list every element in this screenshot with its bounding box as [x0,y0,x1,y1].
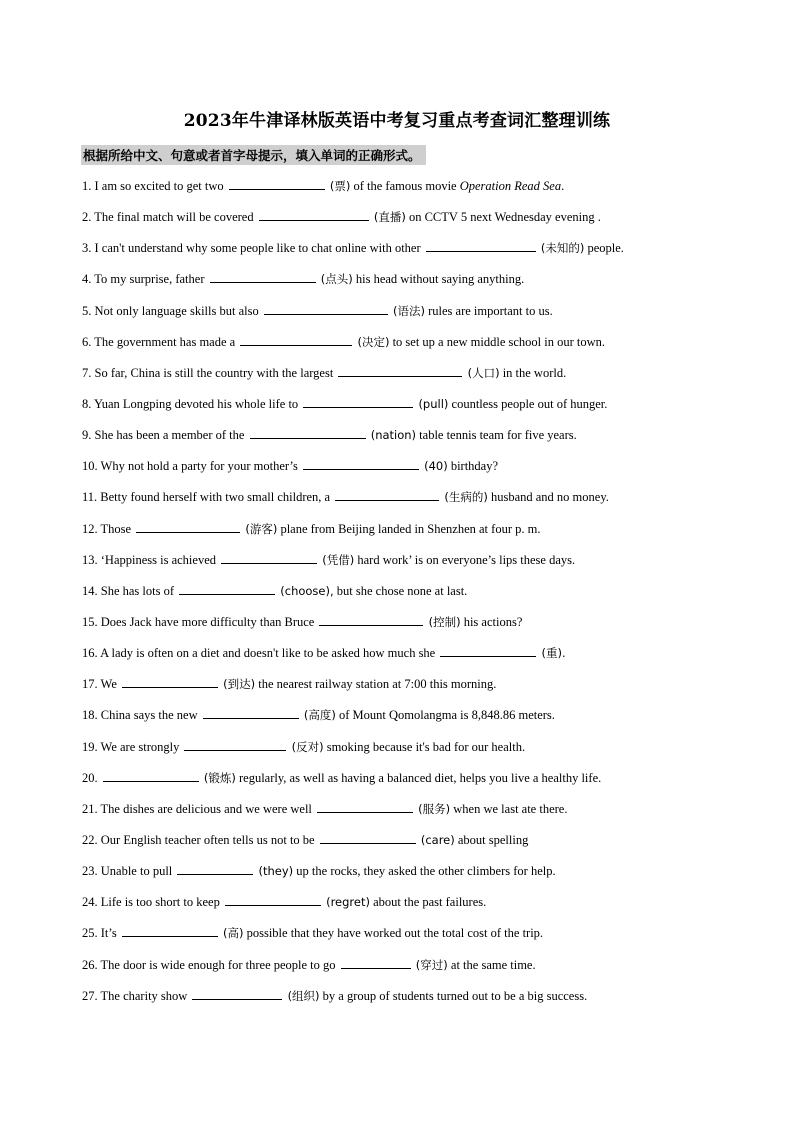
question-text-before: Does Jack have more difficulty than Bruce [100,614,315,629]
answer-blank[interactable] [338,363,462,377]
question-item [82,550,742,581]
question-text-after: possible that they have worked out the total cost of the trip. [246,926,544,941]
question-hint: (care) [420,832,455,847]
question-hint: (they) [258,864,294,879]
question-number: 27. [82,988,98,1003]
question-number: 23. [82,864,98,879]
question-text-after: the nearest railway station at 7:00 this morning. [258,677,497,692]
question-text-after: of Mount Qomolangma is 8,848.86 meters. [338,708,555,723]
question-text-before: Why not hold a party for your mother’s [100,459,298,474]
answer-blank[interactable] [240,332,352,346]
question-number: 18. [82,708,98,723]
question-hint: (高) [222,926,244,941]
answer-blank[interactable] [229,176,325,190]
question-item [82,612,742,643]
question-text-after: his head without saying anything. [355,272,525,287]
question-item [82,456,742,487]
question-number: 3. [82,241,92,256]
answer-blank[interactable] [203,705,299,719]
question-hint: (到达) [223,677,256,692]
question-text-before: Life is too short to keep [100,895,220,910]
answer-blank[interactable] [341,955,411,969]
question-text-after: by a group of students turned out to be a big success. [322,988,588,1003]
question-text-after: about the past failures. [373,895,487,910]
question-text-before: I am so excited to get two [94,179,224,193]
question-text-after: in the world. [502,365,567,380]
question-number: 9. [82,428,92,443]
question-text-after: smoking because it's bad for our health. [326,739,526,754]
question-item [82,269,742,300]
question-number: 19. [82,739,98,754]
question-text-before: ‘Happiness is achieved [100,552,216,567]
question-number: 13. [82,552,98,567]
answer-blank[interactable] [259,207,369,221]
answer-blank[interactable] [210,269,316,283]
question-hint: (直播) [373,210,406,225]
question-item [82,705,742,736]
question-hint: (高度) [303,708,336,723]
question-text-before: The final match will be covered [94,210,254,225]
question-text-before: We are strongly [100,739,180,754]
question-text-after: to set up a new middle school in our town. [392,334,606,349]
question-number: 2. [82,210,92,225]
question-hint: (组织) [287,988,320,1003]
question-item [82,332,742,363]
question-hint: (regret) [326,895,370,910]
answer-blank[interactable] [319,612,423,626]
question-hint: (语法) [392,303,425,318]
question-text-after: on CCTV 5 next Wednesday evening . [408,210,601,225]
question-number: 15. [82,614,98,629]
answer-blank[interactable] [303,456,419,470]
answer-blank[interactable] [103,768,199,782]
question-number: 16. [82,646,98,661]
question-item [82,830,742,861]
question-text-after: rules are important to us. [428,303,553,318]
question-hint: (点头) [320,272,353,287]
question-text-before: So far, China is still the country with the largest [94,365,334,380]
question-hint: (凭借) [322,552,355,567]
question-text-before: The charity show [100,988,188,1003]
question-hint: (重). [541,646,566,661]
question-hint: (游客) [245,521,278,536]
answer-blank[interactable] [320,830,416,844]
question-text-before: We [100,677,117,692]
question-text-after: but she chose none at last. [336,583,468,598]
question-tail: . [561,179,565,193]
question-number: 24. [82,895,98,910]
question-text-before: She has lots of [100,583,175,598]
question-hint: (锻炼) [203,770,236,785]
question-number: 26. [82,957,98,972]
question-item [82,425,742,456]
question-item [82,301,742,332]
question-text-after: birthday? [450,459,499,474]
question-text-after: about spelling [457,832,529,847]
question-item [82,892,742,923]
question-text-after: at the same time. [450,957,536,972]
question-text-after: husband and no money. [490,490,609,505]
question-item [82,861,742,892]
question-text-before: Those [100,521,132,536]
question-text-before: Betty found herself with two small children, a [100,490,331,505]
question-hint: (票) [329,179,351,193]
answer-blank[interactable] [122,674,218,688]
question-item [82,955,742,986]
question-hint: (未知的) [540,241,585,256]
answer-blank[interactable] [317,799,413,813]
question-item [82,986,742,1017]
question-item [82,768,742,799]
answer-blank[interactable] [179,581,275,595]
question-text-before: Not only language skills but also [94,303,259,318]
question-text-before: The door is wide enough for three people to go [100,957,336,972]
question-text-after: people. [587,241,624,256]
question-text-before: Our English teacher often tells us not to be [100,832,315,847]
question-hint: (nation) [370,428,417,443]
answer-blank[interactable] [122,923,218,937]
question-item [82,519,742,550]
question-text-before: Yuan Longping devoted his whole life to [94,396,299,411]
question-item [82,487,742,518]
question-number: 10. [82,459,98,474]
question-hint: (反对) [291,739,324,754]
question-item [82,176,742,207]
question-item [82,363,742,394]
question-hint: (决定) [357,334,390,349]
question-text-after: when we last ate there. [453,801,568,816]
answer-blank[interactable] [184,737,286,751]
question-list [82,176,742,1017]
question-text-before: The government has made a [94,334,236,349]
question-text-before: A lady is often on a diet and doesn't like to be asked how much she [100,646,436,661]
question-item [82,923,742,954]
question-text-after: countless people out of hunger. [451,396,608,411]
question-text-after: up the rocks, they asked the other climbers for help. [296,864,556,879]
answer-blank[interactable] [250,425,366,439]
question-number: 6. [82,334,92,349]
question-hint: (40) [424,459,448,474]
answer-blank[interactable] [440,643,536,657]
question-hint: (生病的) [444,490,488,505]
question-text-before: She has been a member of the [94,428,245,443]
question-text-before: I can't understand why some people like to chat online with other [94,241,421,256]
question-number: 11. [82,490,98,505]
question-text-before: It’s [100,926,117,941]
question-text-before: Unable to pull [100,864,173,879]
question-hint: (人口) [467,365,500,380]
question-text-after: regularly, as well as having a balanced diet, helps you live a healthy life. [238,770,602,785]
question-text-after: table tennis team for five years. [419,428,577,443]
question-item [82,394,742,425]
answer-blank[interactable] [225,892,321,906]
question-text-after: plane from Beijing landed in Shenzhen at four p. m. [280,521,541,536]
question-number: 22. [82,832,98,847]
question-text-before: The dishes are delicious and we were well [100,801,312,816]
question-text-before: China says the new [100,708,198,723]
answer-blank[interactable] [303,394,413,408]
question-number: 7. [82,365,92,380]
question-hint: (服务) [418,801,451,816]
question-number: 1. [82,179,92,193]
question-hint: (choose), [280,583,334,598]
question-number: 20. [82,770,98,785]
question-item [82,643,742,674]
question-item [82,737,742,768]
question-number: 4. [82,272,92,287]
question-item [82,207,742,238]
answer-blank[interactable] [335,487,439,501]
question-text-after: hard work’ is on everyone’s lips these days. [357,552,576,567]
question-text-before: To my surprise, father [94,272,205,287]
question-item [82,238,742,269]
question-item [82,674,742,705]
page-title: 2023年牛津译林版英语中考复习重点考查词汇整理训练 [183,111,611,131]
question-number: 25. [82,926,98,941]
question-number: 14. [82,583,98,598]
movie-title: Operation Read Sea [459,179,562,193]
question-number: 5. [82,303,92,318]
question-number: 12. [82,521,98,536]
question-text-after: of the famous movie [353,179,457,193]
question-item [82,799,742,830]
answer-blank[interactable] [264,301,388,315]
instruction-banner: 根据所给中文、句意或者首字母提示，填入单词的正确形式。 [81,145,426,165]
question-hint: (控制) [428,614,461,629]
question-number: 8. [82,396,92,411]
answer-blank[interactable] [177,861,253,875]
question-item [82,581,742,612]
answer-blank[interactable] [426,238,536,252]
answer-blank[interactable] [221,550,317,564]
question-number: 17. [82,677,98,692]
question-hint: (穿过) [415,957,448,972]
question-hint: (pull) [418,396,449,411]
question-number: 21. [82,801,98,816]
question-text-after: his actions? [463,614,523,629]
answer-blank[interactable] [192,986,282,1000]
answer-blank[interactable] [136,519,240,533]
